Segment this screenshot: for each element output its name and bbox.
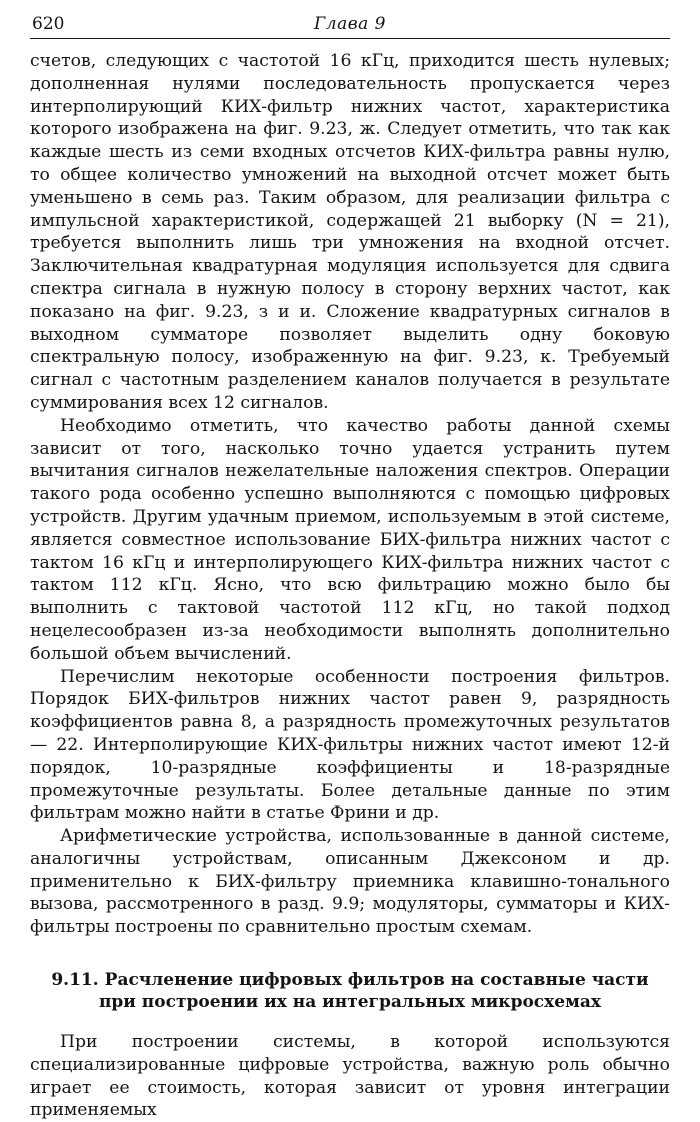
section-number: 9.11.	[51, 970, 99, 991]
paragraph: Необходимо отметить, что качество работы данной схемы зависит от того, насколько точно удается устранить путем вычитания сигналов нежелательные наложения спектров. Операции такого рода особенно успешно выполняются с помощью цифровых устройств. Другим удачным приемом, используемым в этой системе, является совместное использование БИХ-фильтра нижних частот с тактом 16 кГц и интерполирующего КИХ-фильтра нижних частот с тактом 112 кГц. Ясно, что всю фильтрацию можно было бы выполнить с тактовой частотой 112 кГц, но такой подход нецелесообразен из-за необходимости выполнять дополнительно большой объем вычислений.	[30, 415, 670, 664]
book-page	[30, 14, 670, 1122]
paragraph: Арифметические устройства, использованные в данной системе, аналогичны устройствам, описанным Джексоном и др. применительно к БИХ-фильтру приемника клавишно-тонального вызова, рассмотренного в разд. 9.9; модуляторы, сумматоры и КИХ-фильтры построены по сравнительно простым схемам.	[30, 826, 670, 938]
section-heading	[30, 969, 670, 1013]
paragraph: Перечислим некоторые особенности построения фильтров. Порядок БИХ-фильтров нижних частот равен 9, разрядность коэффициентов равна 8, а разрядность промежуточных результатов — 22. Интерполирующие КИХ-фильтры нижних частот имеют 12-й порядок, 10-разрядные коэффициенты и 18-разрядные промежуточные результаты. Более детальные данные по этим фильтрам можно найти в статье Фрини и др.	[30, 666, 670, 824]
body-text	[30, 50, 670, 1122]
page-number: 620	[32, 14, 65, 34]
running-head	[30, 14, 670, 39]
chapter-title: Глава 9	[314, 14, 386, 34]
section-title: Расчленение цифровых фильтров на составные части при построении их на интегральных микросхемах	[98, 970, 649, 1013]
paragraph-continued: счетов, следующих с частотой 16 кГц, приходится шесть нулевых; дополненная нулями последовательность пропускается через интерполирующий КИХ-фильтр нижних частот, характеристика которого изображена на фиг. 9.23, ж. Следует отметить, что так как каждые шесть из семи входных отсчетов КИХ-фильтра равны нулю, то общее количество умножений на выходной отсчет может быть уменьшено в семь раз. Таким образом, для реализации фильтра с импульсной характеристикой, содержащей 21 выборку (N = 21), требуется выполнить лишь три умножения на входной отсчет. Заключительная квадратурная модуляция используется для сдвига спектра сигнала в нужную полосу в сторону верхних частот, как показано на фиг. 9.23, з и и. Сложение квадратурных сигналов в выходном сумматоре позволяет выделить одну боковую спектральную полосу, изображенную на фиг. 9.23, к. Требуемый сигнал с частотным разделением каналов получается в результате суммирования всех 12 сигналов.	[30, 51, 670, 413]
paragraph: При построении системы, в которой используются специализированные цифровые устройства, важную роль обычно играет ее стоимость, которая зависит от уровня интеграции применяемых	[30, 1032, 670, 1121]
